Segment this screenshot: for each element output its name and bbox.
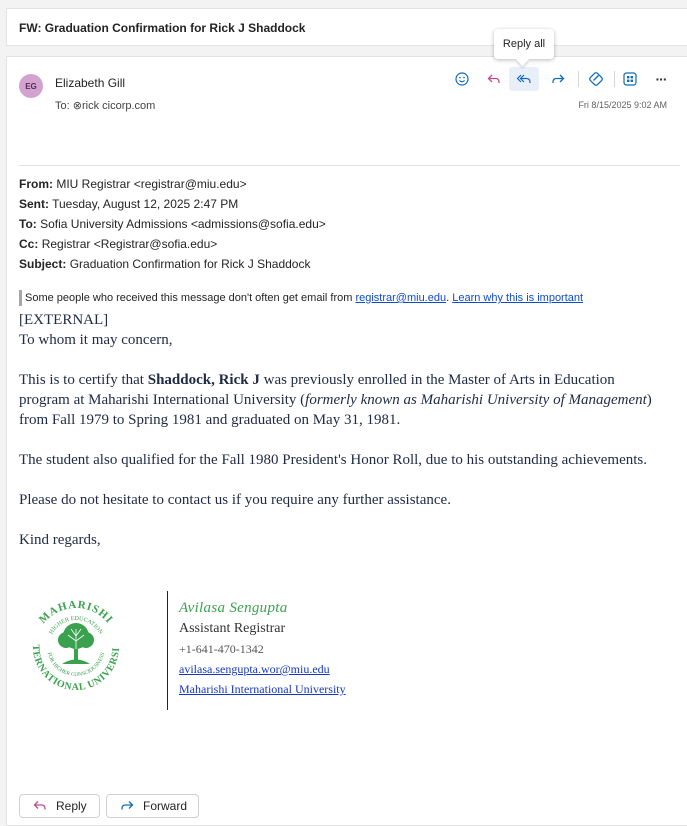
paragraph-contact: Please do not hesitate to contact us if you require any further assistance. xyxy=(19,492,451,508)
fwd-to: To: Sofia University Admissions <admissions@sofia.edu> xyxy=(19,217,326,231)
reply-label: Reply xyxy=(56,799,87,813)
more-icon[interactable]: ··· xyxy=(655,71,667,87)
signature-email-link[interactable]: avilasa.sengupta.wor@miu.edu xyxy=(179,662,330,676)
signature-block xyxy=(179,597,346,699)
fwd-sent: Sent: Tuesday, August 12, 2025 2:47 PM xyxy=(19,197,239,211)
university-seal-logo xyxy=(21,591,131,701)
learn-why-link[interactable]: Learn why this is important xyxy=(452,292,584,304)
forward-button[interactable] xyxy=(106,794,199,818)
to-label: To: xyxy=(55,100,70,112)
svg-text:INTERNATIONAL UNIVERSITY: TERNATIONAL UNIVERSI xyxy=(29,644,123,694)
to-line xyxy=(55,99,155,112)
svg-text:FOR HIGHER CONSCIOUSNESS: FOR HIGHER CONSCIOUSNESS xyxy=(45,651,107,679)
message-body xyxy=(19,310,669,550)
reply-button[interactable] xyxy=(19,794,100,818)
signature-title: Assistant Registrar xyxy=(179,621,286,636)
fwd-subject: Subject: Graduation Confirmation for Rick J Shaddock xyxy=(19,257,311,271)
reply-icon xyxy=(32,799,48,813)
subject-title: FW: Graduation Confirmation for Rick J Shaddock xyxy=(19,21,306,35)
svg-text:HIGHER EDUCATION: HIGHER EDUCATION xyxy=(48,615,104,636)
smiley-icon[interactable] xyxy=(447,67,477,91)
closing: Kind regards, xyxy=(19,532,101,548)
forward-icon xyxy=(119,799,135,813)
apps-icon[interactable] xyxy=(615,67,645,91)
toolbar-separator xyxy=(578,71,579,87)
blocked-recipient-icon: ⊗ xyxy=(72,100,82,112)
forward-label: Forward xyxy=(143,799,188,813)
forward-icon[interactable] xyxy=(543,67,573,91)
signature-phone: +1-641-470-1342 xyxy=(179,642,264,656)
reply-all-tooltip: Reply all xyxy=(494,29,554,59)
signature-name: Avilasa Sengupta xyxy=(179,600,288,616)
external-tag: [EXTERNAL] xyxy=(19,312,109,328)
reply-all-icon[interactable] xyxy=(509,67,539,91)
signature-divider xyxy=(167,591,168,710)
svg-text:MAHARISHI: MAHARISHI xyxy=(36,598,116,626)
paragraph-honor-roll: The student also qualified for the Fall 1980 President's Honor Roll, due to his outstanding achievements. xyxy=(19,452,648,468)
fwd-from: From: MIU Registrar <registrar@miu.edu> xyxy=(19,177,247,191)
notice-email-link[interactable]: registrar@miu.edu xyxy=(355,292,447,304)
greeting: To whom it may concern, xyxy=(19,332,173,348)
paragraph-certify: This is to certify that Shaddock, Rick J was previously enrolled in the Master of Arts in Education program at Maharishi International University (formerly known as Maharishi University of Management) from Fall 1979 to Spring 1981 and graduated on May 31, 1981. xyxy=(19,372,652,428)
sent-date: Fri 8/15/2025 9:02 AM xyxy=(578,100,667,110)
message-toolbar xyxy=(447,67,677,91)
fwd-cc: Cc: Registrar <Registrar@sofia.edu> xyxy=(19,237,218,251)
signature-org-link[interactable]: Maharishi International University xyxy=(179,682,346,696)
subject-bar xyxy=(6,8,687,46)
avatar[interactable]: EG xyxy=(19,74,43,98)
sender-name[interactable]: Elizabeth Gill xyxy=(55,76,126,90)
header-divider xyxy=(19,165,680,166)
reply-icon[interactable] xyxy=(479,67,509,91)
forwarded-header xyxy=(19,174,326,274)
message-pane xyxy=(6,56,687,826)
to-recipient[interactable]: rick cicorp.com xyxy=(81,100,156,112)
external-sender-notice: Some people who received this message don't often get email from registrar@miu.edu. Learn why this is important xyxy=(19,290,583,306)
tag-icon[interactable] xyxy=(581,67,611,91)
